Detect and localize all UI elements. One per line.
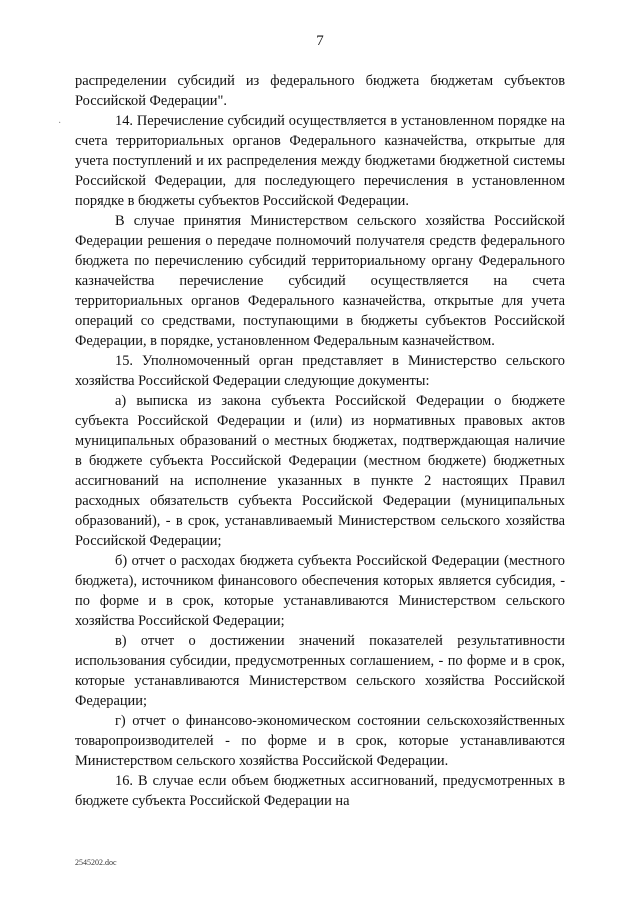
page-number: 7 xyxy=(316,33,324,49)
paragraph-continuation: распределении субсидий из федерального бюджета бюджетам субъектов Российской Федерации". xyxy=(75,73,565,109)
paragraph-item-15v: в) отчет о достижении значений показателей результативности использования субсидии, предусмотренных соглашением, - по форме и в срок, которые устанавливаются Министерством сельского хозяйства Российской Федерации; xyxy=(75,633,565,709)
paragraph-item-14: 14. Перечисление субсидий осуществляется в установленном порядке на счета территориальных органов Федерального казначейства, открытые для учета поступлений и их распределения между бюджетами бюджетной системы Российской Федерации, для последующего перечисления в установленном порядке в бюджеты субъектов Российской Федерации. xyxy=(75,113,565,209)
paragraph-treasury-transfer: В случае принятия Министерством сельского хозяйства Российской Федерации решения о передаче полномочий получателя средств федерального бюджета по перечислению субсидий территориальному органу Федерального казначейства перечисление субсидий осуществляется на счета территориальных органов Федерального казначейства, открытые для учета операций со средствами, поступающими в бюджеты субъектов Российской Федерации, в порядке, установленном Федеральным казначейством. xyxy=(75,213,565,349)
paragraph-item-16: 16. В случае если объем бюджетных ассигнований, предусмотренных в бюджете субъекта Российской Федерации на xyxy=(75,773,565,809)
footer-filename: 2545202.doc xyxy=(75,858,117,867)
paragraph-item-15a: а) выписка из закона субъекта Российской Федерации о бюджете субъекта Российской Федерации и (или) из нормативных правовых актов муниципальных образований о местных бюджетах, подтверждающая наличие в бюджете субъекта Российской Федерации (местном бюджете) бюджетных ассигнований на исполнение указанных в пункте 2 настоящих Правил расходных обязательств субъекта Российской Федерации (муниципальных образований), - в срок, устанавливаемый Министерством сельского хозяйства Российской Федерации; xyxy=(75,393,565,549)
paragraph-item-15g: г) отчет о финансово-экономическом состоянии сельскохозяйственных товаропроизводителей - по форме и в срок, которые устанавливаются Министерством сельского хозяйства Российской Федерации. xyxy=(75,713,565,769)
margin-mark: · xyxy=(58,118,62,129)
paragraph-item-15: 15. Уполномоченный орган представляет в Министерство сельского хозяйства Российской Федерации следующие документы: xyxy=(75,353,565,389)
document-body xyxy=(75,71,565,811)
paragraph-item-15b: б) отчет о расходах бюджета субъекта Российской Федерации (местного бюджета), источником финансового обеспечения которых является субсидия, - по форме и в срок, которые устанавливаются Министерством сельского хозяйства Российской Федерации; xyxy=(75,553,565,629)
